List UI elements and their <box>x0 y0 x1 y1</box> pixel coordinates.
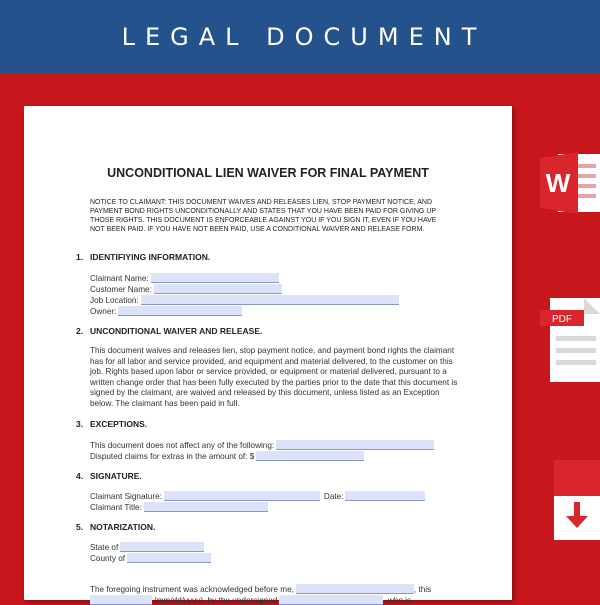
date-input[interactable] <box>345 491 425 501</box>
section-number: 5. <box>76 522 84 532</box>
section-heading-2 <box>76 326 262 336</box>
banner-title: LEGAL DOCUMENT <box>121 23 487 51</box>
section-heading-3 <box>76 419 147 429</box>
field-label: Claimant Name: <box>90 274 149 283</box>
claimant-signature-field <box>90 490 425 501</box>
field-label: Customer Name: <box>90 285 152 294</box>
svg-text:W: W <box>545 168 571 198</box>
exceptions-field <box>90 439 434 450</box>
section-number: 4. <box>76 471 84 481</box>
job-location-field <box>90 294 399 305</box>
section-title: UNCONDITIONAL WAIVER AND RELEASE. <box>90 326 263 336</box>
section-title: IDENTIFIYING INFORMATION. <box>90 252 211 262</box>
section-heading-1 <box>76 252 210 262</box>
waiver-paragraph: This document waives and releases lien, stop payment notice, and payment bond rights the claimant has for all labor and service provided, and equipment and material delivered, to the customer on this job. Rights based upon labor or service provided, or equipment or material delivered, pursuant to a written change order that has been fully executed by the parties prior to the date that this document is signed by the claimant, are waived and released by this document, unless listed as an Exception below. The claimant has been paid in full. <box>90 346 458 408</box>
county-input[interactable] <box>127 553 211 563</box>
section-title: SIGNATURE. <box>90 471 142 481</box>
claimant-name-input[interactable] <box>151 273 279 283</box>
owner-input[interactable] <box>118 306 242 316</box>
field-label: Job Location: <box>90 296 139 305</box>
claimant-title-input[interactable] <box>144 502 268 512</box>
download-icon[interactable] <box>540 460 600 540</box>
disputed-claims-field <box>90 450 364 461</box>
acknowledgement-line-1 <box>90 583 431 594</box>
claimant-title-field <box>90 501 268 512</box>
signature-input[interactable] <box>164 491 320 501</box>
acknowledgement-line-2 <box>90 594 411 605</box>
state-input[interactable] <box>120 542 204 552</box>
field-label: Disputed claims for extras in the amount of: $ <box>90 452 255 461</box>
svg-text:PDF: PDF <box>552 314 572 325</box>
word-icon[interactable] <box>540 150 600 216</box>
customer-name-input[interactable] <box>154 284 282 294</box>
field-label: County of <box>90 554 126 563</box>
field-label: Owner: <box>90 307 117 316</box>
document-title: UNCONDITIONAL LIEN WAIVER FOR FINAL PAYMENT <box>107 166 429 180</box>
owner-field <box>90 305 242 316</box>
state-field <box>90 541 204 552</box>
exceptions-input[interactable] <box>276 440 434 450</box>
section-heading-5 <box>76 522 155 532</box>
section-title: NOTARIZATION. <box>90 522 156 532</box>
field-label: State of <box>90 543 119 552</box>
section-number: 3. <box>76 419 84 429</box>
section-title: EXCEPTIONS. <box>90 419 148 429</box>
document-page <box>24 106 512 605</box>
field-label: This document does not affect any of the following: <box>90 441 275 450</box>
job-location-input[interactable] <box>141 295 399 305</box>
customer-name-field <box>90 283 282 294</box>
ack-text: , who is <box>383 596 412 605</box>
notary-name-input[interactable] <box>296 584 414 594</box>
field-label: Claimant Title: <box>90 503 142 512</box>
section-heading-4 <box>76 471 142 481</box>
field-label: Date: <box>323 492 344 501</box>
county-field <box>90 552 211 563</box>
undersigned-input[interactable] <box>279 595 383 605</box>
field-label: Claimant Signature: <box>90 492 162 501</box>
claimant-name-field <box>90 272 279 283</box>
section-number: 2. <box>76 326 84 336</box>
ack-text: (mm/dd/yyyy), by the undersigned <box>154 596 278 605</box>
ack-text: , this <box>413 585 432 594</box>
pdf-icon[interactable] <box>540 298 600 382</box>
header-banner <box>0 0 600 74</box>
disputed-amount-input[interactable] <box>256 451 364 461</box>
section-number: 1. <box>76 252 84 262</box>
ack-date-input[interactable] <box>90 595 152 605</box>
ack-text: The foregoing instrument was acknowledged before me, <box>90 585 294 594</box>
notice-text: NOTICE TO CLAIMANT: THIS DOCUMENT WAIVES AND RELEASES LIEN, STOP PAYMENT NOTICE, AND PAYMENT BOND RIGHTS UNCONDITIONALLY AND STATES THAT YOU HAVE BEEN PAID FOR GIVING UP THOSE RIGHTS. THIS DOCUMENT IS ENFORCEABLE AGAINST YOU IF YOU SIGN IT, EVEN IF YOU HAVE NOT BEEN PAID. IF YOU HAVE NOT BEEN PAID, USE A CONDITIONAL WAIVER AND RELEASE FORM. <box>90 199 437 234</box>
